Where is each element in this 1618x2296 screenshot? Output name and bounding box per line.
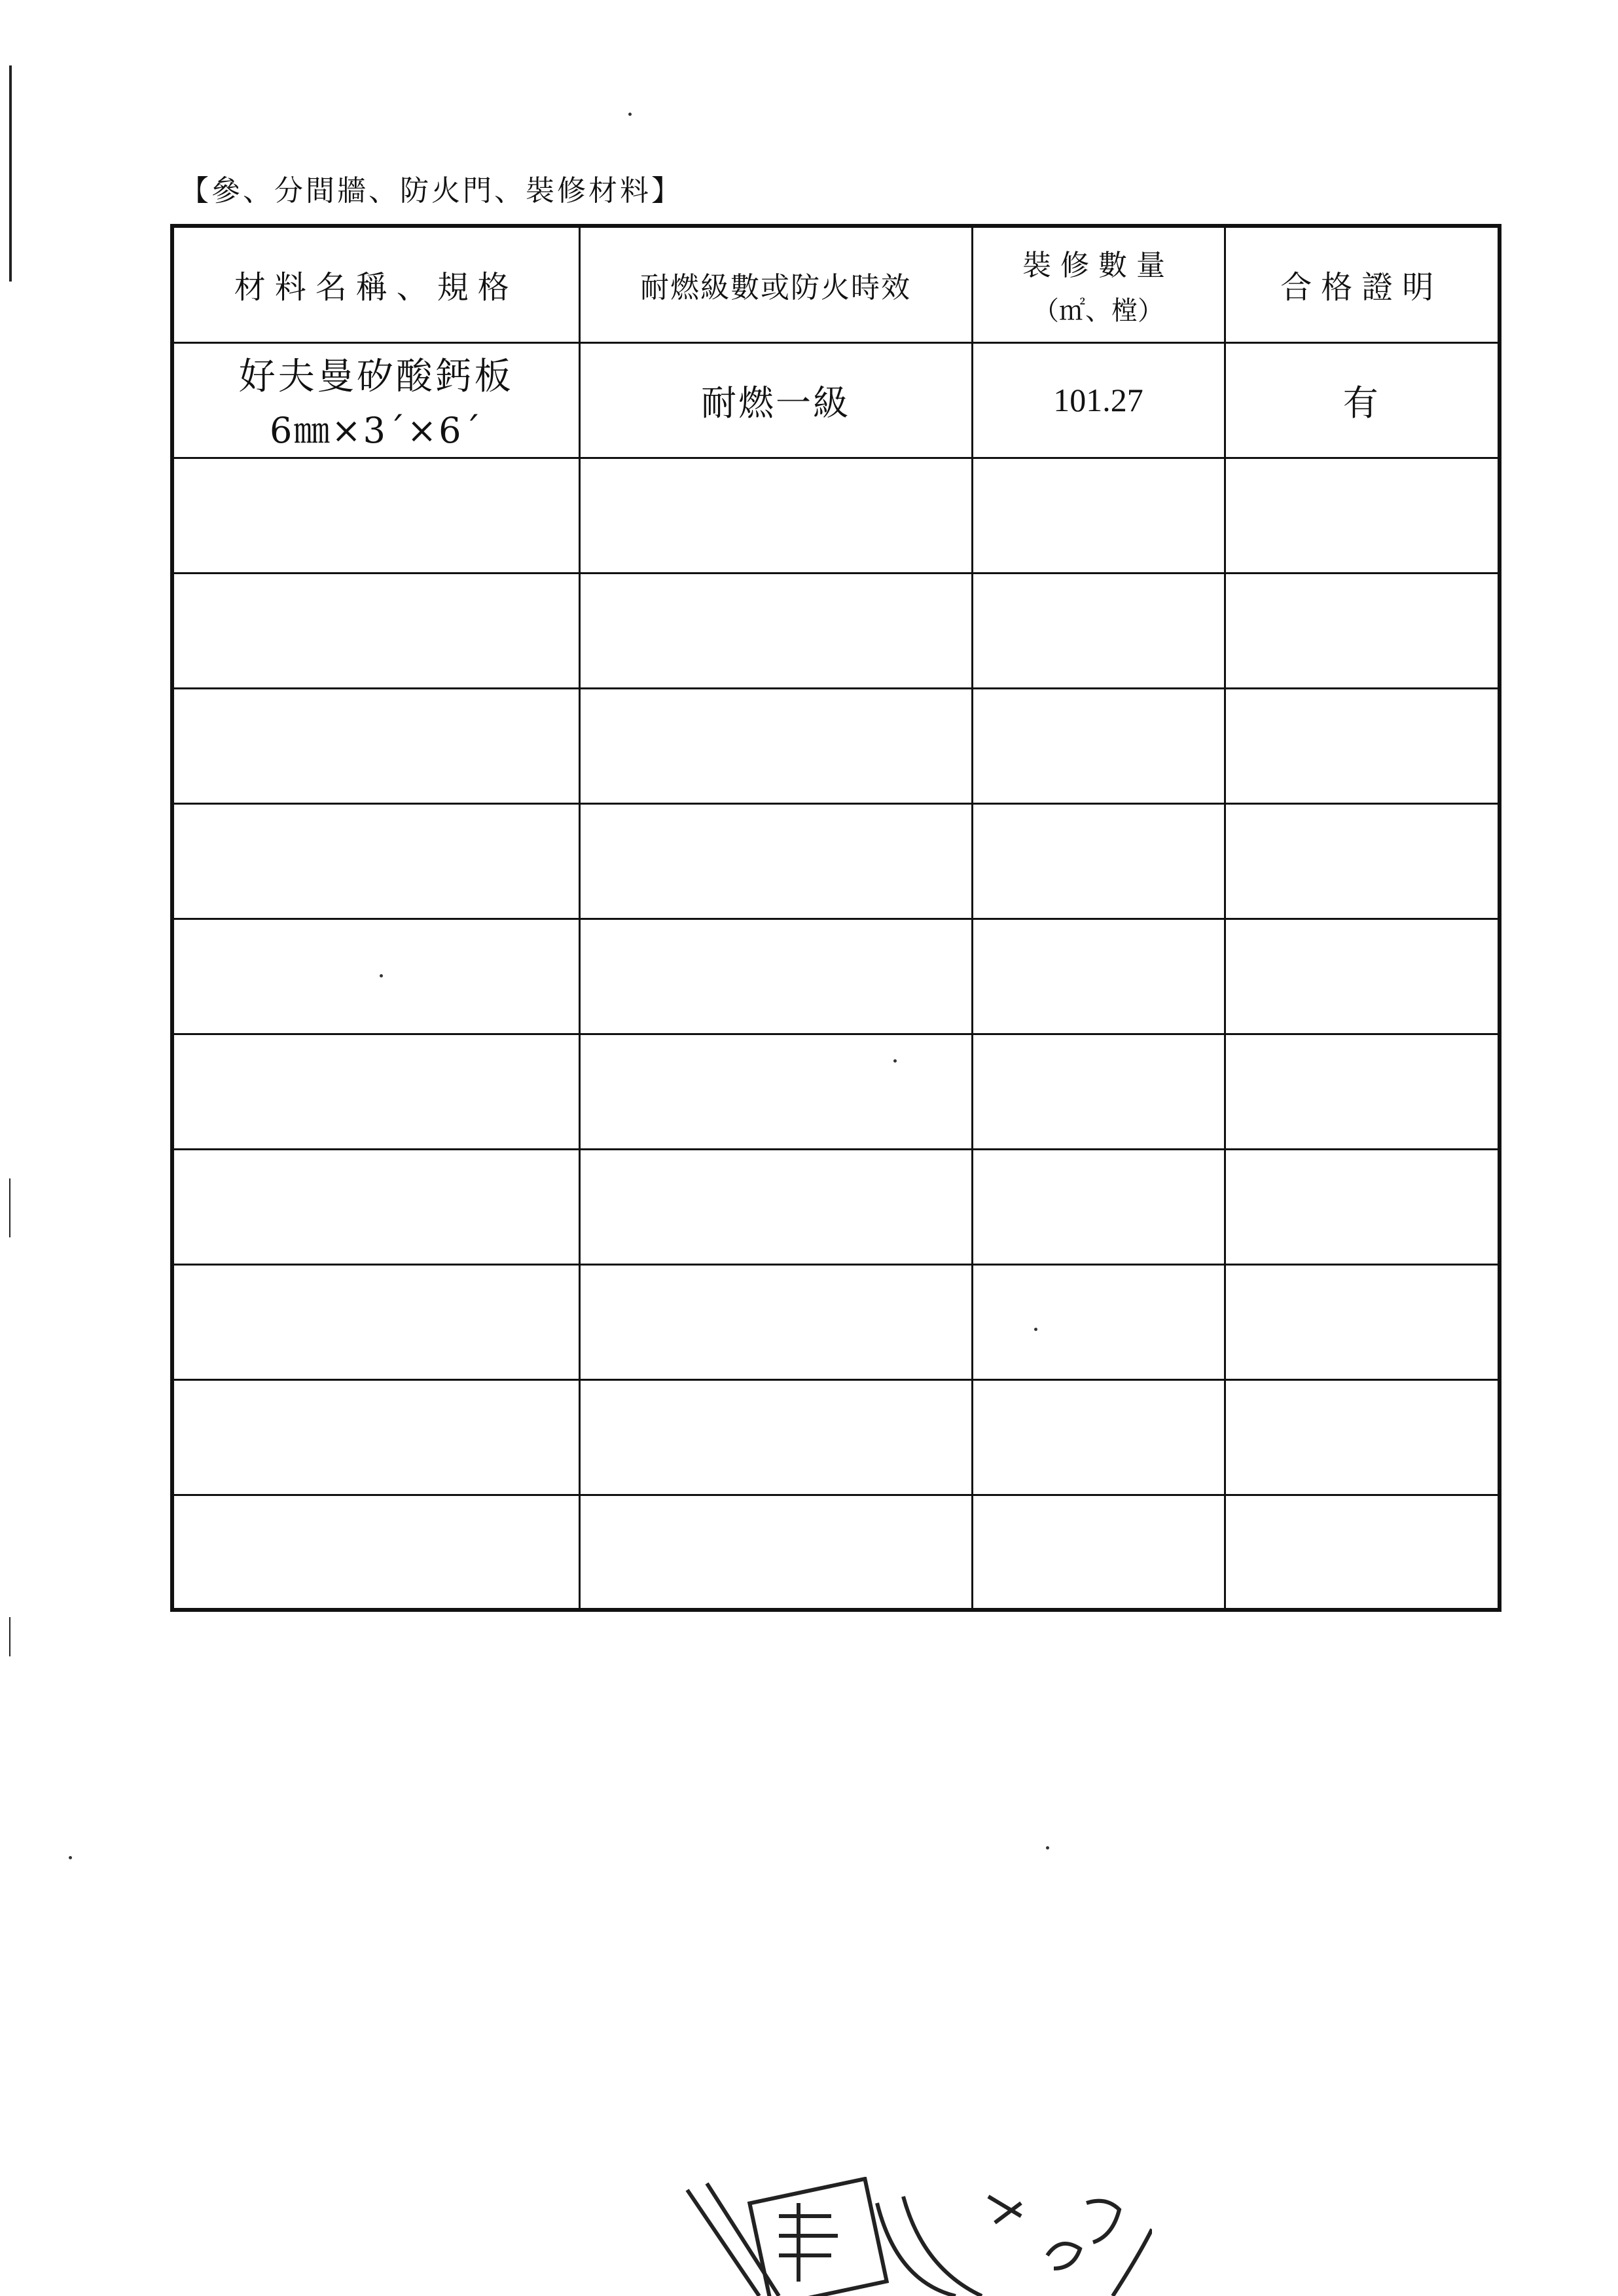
cell-quantity bbox=[972, 919, 1225, 1034]
cell-fire-rating bbox=[579, 1495, 972, 1610]
header-quantity-unit: （㎡、樘） bbox=[1033, 296, 1164, 327]
table-header-row bbox=[172, 226, 1500, 342]
certificate-value: 有 bbox=[1342, 382, 1380, 424]
cell-certificate bbox=[1225, 688, 1500, 803]
cell-material-name bbox=[172, 1495, 579, 1610]
header-fire-rating-label: 耐燃級數或防火時效 bbox=[640, 270, 911, 304]
table-row bbox=[172, 688, 1500, 803]
scan-speck bbox=[893, 1059, 897, 1063]
cell-quantity bbox=[972, 688, 1225, 803]
cell-quantity bbox=[972, 1264, 1225, 1379]
scan-speck bbox=[1046, 1846, 1049, 1850]
cell-quantity bbox=[972, 1149, 1225, 1264]
table-row bbox=[172, 1379, 1500, 1495]
cell-quantity bbox=[972, 573, 1225, 688]
table-row bbox=[172, 919, 1500, 1034]
cell-material-name bbox=[172, 1379, 579, 1495]
scan-speck bbox=[380, 974, 383, 977]
cell-fire-rating bbox=[579, 1379, 972, 1495]
scan-edge-mark bbox=[9, 65, 12, 282]
cell-quantity bbox=[972, 342, 1225, 458]
header-certificate-label: 合格證明 bbox=[1280, 269, 1443, 306]
scan-edge-mark bbox=[9, 1617, 10, 1656]
cell-fire-rating bbox=[579, 1149, 972, 1264]
cell-material-name bbox=[172, 803, 579, 919]
cell-certificate bbox=[1225, 1034, 1500, 1149]
header-fire-rating bbox=[579, 226, 972, 342]
header-material-name bbox=[172, 226, 579, 342]
cell-fire-rating bbox=[579, 688, 972, 803]
cell-material-name bbox=[172, 458, 579, 573]
scan-speck bbox=[628, 113, 632, 116]
cell-fire-rating bbox=[579, 573, 972, 688]
cell-material-name bbox=[172, 573, 579, 688]
header-material-name-label: 材料名稱、規格 bbox=[234, 269, 518, 306]
cell-material-name bbox=[172, 688, 579, 803]
cell-material-name bbox=[172, 919, 579, 1034]
materials-table bbox=[170, 224, 1501, 1612]
cell-fire-rating bbox=[579, 919, 972, 1034]
cell-certificate bbox=[1225, 342, 1500, 458]
cell-material-name bbox=[172, 1264, 579, 1379]
cell-fire-rating bbox=[579, 342, 972, 458]
material-spec: 6㎜×3´×6´ bbox=[269, 409, 483, 451]
official-seal-stamp-icon bbox=[681, 2177, 1152, 2296]
cell-certificate bbox=[1225, 1379, 1500, 1495]
cell-certificate bbox=[1225, 919, 1500, 1034]
cell-fire-rating bbox=[579, 1034, 972, 1149]
cell-material-name bbox=[172, 342, 579, 458]
header-certificate bbox=[1225, 226, 1500, 342]
table-row bbox=[172, 1264, 1500, 1379]
cell-certificate bbox=[1225, 1264, 1500, 1379]
fire-rating-value: 耐燃一級 bbox=[701, 382, 850, 424]
cell-certificate bbox=[1225, 1495, 1500, 1610]
cell-quantity bbox=[972, 803, 1225, 919]
cell-quantity bbox=[972, 458, 1225, 573]
cell-certificate bbox=[1225, 1149, 1500, 1264]
cell-certificate bbox=[1225, 458, 1500, 573]
cell-fire-rating bbox=[579, 1264, 972, 1379]
table-row bbox=[172, 803, 1500, 919]
cell-material-name bbox=[172, 1149, 579, 1264]
quantity-value: 101.27 bbox=[1053, 382, 1143, 418]
table-row bbox=[172, 1034, 1500, 1149]
cell-certificate bbox=[1225, 803, 1500, 919]
cell-material-name bbox=[172, 1034, 579, 1149]
table-row bbox=[172, 342, 1500, 458]
header-quantity bbox=[972, 226, 1225, 342]
table-row bbox=[172, 573, 1500, 688]
material-name: 好夫曼矽酸鈣板 bbox=[238, 355, 514, 398]
scan-edge-mark bbox=[9, 1178, 10, 1237]
scan-speck bbox=[1034, 1328, 1037, 1331]
cell-quantity bbox=[972, 1379, 1225, 1495]
table-row bbox=[172, 1495, 1500, 1610]
cell-fire-rating bbox=[579, 458, 972, 573]
scan-speck bbox=[69, 1856, 72, 1859]
table-row bbox=[172, 458, 1500, 573]
header-quantity-label: 裝修數量 bbox=[1022, 249, 1174, 283]
cell-certificate bbox=[1225, 573, 1500, 688]
table-row bbox=[172, 1149, 1500, 1264]
cell-quantity bbox=[972, 1034, 1225, 1149]
cell-fire-rating bbox=[579, 803, 972, 919]
section-title: 【參、分間牆、防火門、裝修材料】 bbox=[180, 174, 683, 208]
cell-quantity bbox=[972, 1495, 1225, 1610]
